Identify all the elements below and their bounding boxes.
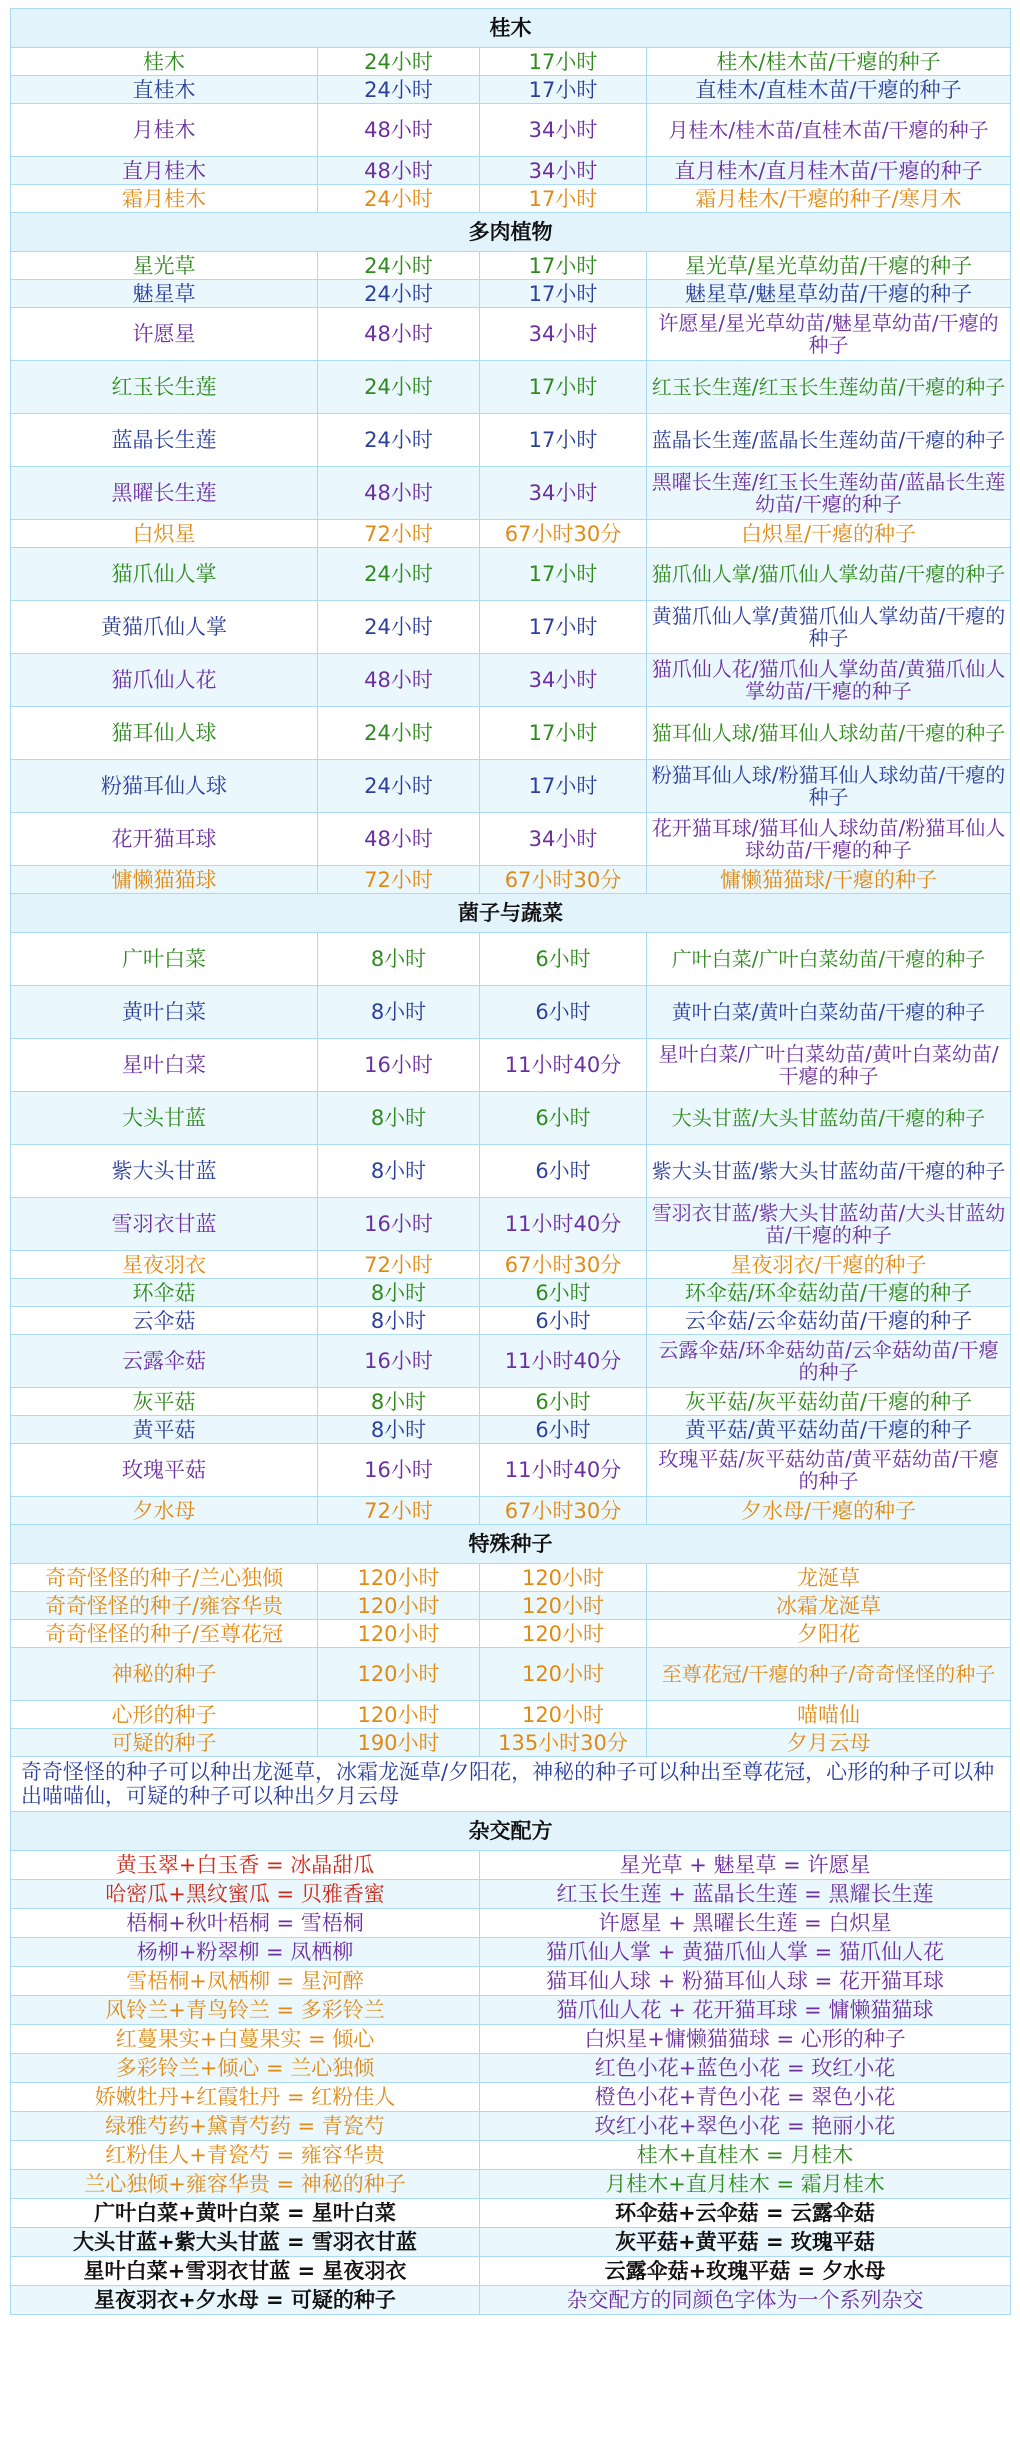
harvest-yield: 直月桂木/直月桂木苗/干瘪的种子 xyxy=(647,157,1011,185)
table-row xyxy=(11,361,1011,414)
recipe-right: 星光草 + 魅星草 = 许愿星 xyxy=(480,1851,1011,1880)
plant-name: 奇奇怪怪的种子/兰心独倾 xyxy=(11,1564,318,1592)
section-title: 特殊种子 xyxy=(11,1525,1011,1564)
plant-name: 霜月桂木 xyxy=(11,185,318,213)
recipe-left: 兰心独倾+雍容华贵 = 神秘的种子 xyxy=(11,2170,480,2199)
table-row xyxy=(11,280,1011,308)
fast-time: 17小时 xyxy=(480,280,647,308)
grow-time: 24小时 xyxy=(318,707,480,760)
fast-time: 120小时 xyxy=(480,1564,647,1592)
harvest-yield: 黄猫爪仙人掌/黄猫爪仙人掌幼苗/干瘪的种子 xyxy=(647,601,1011,654)
fast-time: 34小时 xyxy=(480,813,647,866)
fast-time: 120小时 xyxy=(480,1701,647,1729)
grow-time: 8小时 xyxy=(318,1307,480,1335)
table-row xyxy=(11,308,1011,361)
grow-time: 8小时 xyxy=(318,1092,480,1145)
plant-name: 广叶白菜 xyxy=(11,933,318,986)
grow-time: 24小时 xyxy=(318,548,480,601)
plant-name: 奇奇怪怪的种子/至尊花冠 xyxy=(11,1620,318,1648)
recipe-row xyxy=(11,2112,1011,2141)
recipe-right: 玫红小花+翠色小花 = 艳丽小花 xyxy=(480,2112,1011,2141)
recipe-left: 多彩铃兰+倾心 = 兰心独倾 xyxy=(11,2054,480,2083)
plant-name: 花开猫耳球 xyxy=(11,813,318,866)
fast-time: 17小时 xyxy=(480,185,647,213)
recipe-left: 黄玉翠+白玉香 = 冰晶甜瓜 xyxy=(11,1851,480,1880)
grow-time: 120小时 xyxy=(318,1592,480,1620)
recipe-left: 大头甘蓝+紫大头甘蓝 = 雪羽衣甘蓝 xyxy=(11,2228,480,2257)
fast-time: 11小时40分 xyxy=(480,1198,647,1251)
recipe-right: 猫爪仙人掌 + 黄猫爪仙人掌 = 猫爪仙人花 xyxy=(480,1938,1011,1967)
grow-time: 8小时 xyxy=(318,933,480,986)
plant-name: 奇奇怪怪的种子/雍容华贵 xyxy=(11,1592,318,1620)
plant-name: 环伞菇 xyxy=(11,1279,318,1307)
table-row xyxy=(11,157,1011,185)
recipe-row xyxy=(11,2257,1011,2286)
recipe-right: 白炽星+慵懒猫猫球 = 心形的种子 xyxy=(480,2025,1011,2054)
grow-time: 24小时 xyxy=(318,361,480,414)
fast-time: 17小时 xyxy=(480,252,647,280)
recipe-row xyxy=(11,2199,1011,2228)
recipe-row xyxy=(11,2170,1011,2199)
table-row xyxy=(11,1729,1011,1757)
section-title: 菌子与蔬菜 xyxy=(11,894,1011,933)
table-row xyxy=(11,1335,1011,1388)
recipe-left: 红粉佳人+青瓷芍 = 雍容华贵 xyxy=(11,2141,480,2170)
harvest-yield: 花开猫耳球/猫耳仙人球幼苗/粉猫耳仙人球幼苗/干瘪的种子 xyxy=(647,813,1011,866)
plant-name: 云露伞菇 xyxy=(11,1335,318,1388)
grow-time: 8小时 xyxy=(318,1145,480,1198)
grow-time: 48小时 xyxy=(318,308,480,361)
harvest-yield: 云露伞菇/环伞菇幼苗/云伞菇幼苗/干瘪的种子 xyxy=(647,1335,1011,1388)
harvest-yield: 月桂木/桂木苗/直桂木苗/干瘪的种子 xyxy=(647,104,1011,157)
plant-name: 直桂木 xyxy=(11,76,318,104)
plant-name: 黄叶白菜 xyxy=(11,986,318,1039)
grow-time: 72小时 xyxy=(318,1251,480,1279)
section-header xyxy=(11,1812,1011,1851)
plant-table xyxy=(10,8,1011,2315)
table-row xyxy=(11,1497,1011,1525)
fast-time: 17小时 xyxy=(480,414,647,467)
table-row xyxy=(11,1251,1011,1279)
grow-time: 8小时 xyxy=(318,986,480,1039)
fast-time: 6小时 xyxy=(480,933,647,986)
fast-time: 120小时 xyxy=(480,1648,647,1701)
harvest-yield: 星光草/星光草幼苗/干瘪的种子 xyxy=(647,252,1011,280)
harvest-yield: 白炽星/干瘪的种子 xyxy=(647,520,1011,548)
plant-name: 猫爪仙人掌 xyxy=(11,548,318,601)
plant-name: 桂木 xyxy=(11,48,318,76)
grow-time: 48小时 xyxy=(318,467,480,520)
recipe-left: 雪梧桐+凤栖柳 = 星河醉 xyxy=(11,1967,480,1996)
table-row xyxy=(11,1279,1011,1307)
recipe-left: 星叶白菜+雪羽衣甘蓝 = 星夜羽衣 xyxy=(11,2257,480,2286)
fast-time: 17小时 xyxy=(480,361,647,414)
harvest-yield: 星夜羽衣/干瘪的种子 xyxy=(647,1251,1011,1279)
plant-name: 星夜羽衣 xyxy=(11,1251,318,1279)
plant-name: 慵懒猫猫球 xyxy=(11,866,318,894)
recipe-right: 猫爪仙人花 + 花开猫耳球 = 慵懒猫猫球 xyxy=(480,1996,1011,2025)
grow-time: 72小时 xyxy=(318,1497,480,1525)
plant-name: 星叶白菜 xyxy=(11,1039,318,1092)
table-row xyxy=(11,1145,1011,1198)
table-row xyxy=(11,548,1011,601)
grow-time: 72小时 xyxy=(318,520,480,548)
harvest-yield: 红玉长生莲/红玉长生莲幼苗/干瘪的种子 xyxy=(647,361,1011,414)
grow-time: 120小时 xyxy=(318,1620,480,1648)
table-row xyxy=(11,48,1011,76)
plant-name: 许愿星 xyxy=(11,308,318,361)
note-row xyxy=(11,1757,1011,1812)
recipe-right: 月桂木+直月桂木 = 霜月桂木 xyxy=(480,2170,1011,2199)
table-row xyxy=(11,933,1011,986)
recipe-right: 猫耳仙人球 + 粉猫耳仙人球 = 花开猫耳球 xyxy=(480,1967,1011,1996)
plant-name: 猫爪仙人花 xyxy=(11,654,318,707)
grow-time: 120小时 xyxy=(318,1648,480,1701)
harvest-yield: 粉猫耳仙人球/粉猫耳仙人球幼苗/干瘪的种子 xyxy=(647,760,1011,813)
section-header xyxy=(11,213,1011,252)
fast-time: 17小时 xyxy=(480,48,647,76)
table-row xyxy=(11,1388,1011,1416)
fast-time: 6小时 xyxy=(480,1307,647,1335)
fast-time: 34小时 xyxy=(480,104,647,157)
plant-name: 心形的种子 xyxy=(11,1701,318,1729)
grow-time: 24小时 xyxy=(318,601,480,654)
fast-time: 34小时 xyxy=(480,467,647,520)
table-row xyxy=(11,185,1011,213)
harvest-yield: 冰霜龙涎草 xyxy=(647,1592,1011,1620)
recipe-right: 环伞菇+云伞菇 = 云露伞菇 xyxy=(480,2199,1011,2228)
plant-name: 粉猫耳仙人球 xyxy=(11,760,318,813)
table-row xyxy=(11,866,1011,894)
recipe-row xyxy=(11,1880,1011,1909)
harvest-yield: 喵喵仙 xyxy=(647,1701,1011,1729)
harvest-yield: 猫爪仙人花/猫爪仙人掌幼苗/黄猫爪仙人掌幼苗/干瘪的种子 xyxy=(647,654,1011,707)
harvest-yield: 黄叶白菜/黄叶白菜幼苗/干瘪的种子 xyxy=(647,986,1011,1039)
plant-name: 可疑的种子 xyxy=(11,1729,318,1757)
fast-time: 6小时 xyxy=(480,1092,647,1145)
fast-time: 34小时 xyxy=(480,654,647,707)
recipe-row xyxy=(11,2141,1011,2170)
recipe-left: 杨柳+粉翠柳 = 凤栖柳 xyxy=(11,1938,480,1967)
table-row xyxy=(11,654,1011,707)
fast-time: 6小时 xyxy=(480,1388,647,1416)
plant-name: 魅星草 xyxy=(11,280,318,308)
plant-name: 黄平菇 xyxy=(11,1416,318,1444)
grow-time: 24小时 xyxy=(318,76,480,104)
section-header xyxy=(11,1525,1011,1564)
recipe-row xyxy=(11,1851,1011,1880)
table-row xyxy=(11,76,1011,104)
plant-name: 蓝晶长生莲 xyxy=(11,414,318,467)
plant-name: 紫大头甘蓝 xyxy=(11,1145,318,1198)
table-row xyxy=(11,1416,1011,1444)
grow-time: 72小时 xyxy=(318,866,480,894)
plant-name: 星光草 xyxy=(11,252,318,280)
table-row xyxy=(11,252,1011,280)
harvest-yield: 广叶白菜/广叶白菜幼苗/干瘪的种子 xyxy=(647,933,1011,986)
section-title: 多肉植物 xyxy=(11,213,1011,252)
recipe-right: 云露伞菇+玫瑰平菇 = 夕水母 xyxy=(480,2257,1011,2286)
fast-time: 67小时30分 xyxy=(480,866,647,894)
grow-time: 190小时 xyxy=(318,1729,480,1757)
table-row xyxy=(11,520,1011,548)
plant-name: 白炽星 xyxy=(11,520,318,548)
recipe-left: 广叶白菜+黄叶白菜 = 星叶白菜 xyxy=(11,2199,480,2228)
plant-name: 红玉长生莲 xyxy=(11,361,318,414)
recipe-row xyxy=(11,1967,1011,1996)
plant-name: 夕水母 xyxy=(11,1497,318,1525)
plant-name: 月桂木 xyxy=(11,104,318,157)
section-title: 杂交配方 xyxy=(11,1812,1011,1851)
harvest-yield: 雪羽衣甘蓝/紫大头甘蓝幼苗/大头甘蓝幼苗/干瘪的种子 xyxy=(647,1198,1011,1251)
harvest-yield: 直桂木/直桂木苗/干瘪的种子 xyxy=(647,76,1011,104)
fast-time: 17小时 xyxy=(480,76,647,104)
recipe-row xyxy=(11,2054,1011,2083)
table-row xyxy=(11,1092,1011,1145)
section-note: 奇奇怪怪的种子可以种出龙涎草，冰霜龙涎草/夕阳花，神秘的种子可以种出至尊花冠，心形的种子可以种出喵喵仙，可疑的种子可以种出夕月云母 xyxy=(11,1757,1011,1812)
recipe-right: 桂木+直桂木 = 月桂木 xyxy=(480,2141,1011,2170)
grow-time: 16小时 xyxy=(318,1444,480,1497)
table-row xyxy=(11,1198,1011,1251)
recipe-right: 橙色小花+青色小花 = 翠色小花 xyxy=(480,2083,1011,2112)
fast-time: 11小时40分 xyxy=(480,1444,647,1497)
table-row xyxy=(11,707,1011,760)
table-row xyxy=(11,760,1011,813)
recipe-right: 杂交配方的同颜色字体为一个系列杂交 xyxy=(480,2286,1011,2315)
fast-time: 135小时30分 xyxy=(480,1729,647,1757)
harvest-yield: 猫爪仙人掌/猫爪仙人掌幼苗/干瘪的种子 xyxy=(647,548,1011,601)
grow-time: 48小时 xyxy=(318,104,480,157)
section-title: 桂木 xyxy=(11,9,1011,48)
table-row xyxy=(11,1592,1011,1620)
table-row xyxy=(11,1307,1011,1335)
recipe-left: 绿雅芍药+黛青芍药 = 青瓷芍 xyxy=(11,2112,480,2141)
harvest-yield: 夕阳花 xyxy=(647,1620,1011,1648)
plant-name: 黄猫爪仙人掌 xyxy=(11,601,318,654)
fast-time: 67小时30分 xyxy=(480,520,647,548)
harvest-yield: 环伞菇/环伞菇幼苗/干瘪的种子 xyxy=(647,1279,1011,1307)
fast-time: 67小时30分 xyxy=(480,1497,647,1525)
harvest-yield: 夕水母/干瘪的种子 xyxy=(647,1497,1011,1525)
grow-time: 16小时 xyxy=(318,1335,480,1388)
fast-time: 34小时 xyxy=(480,308,647,361)
section-header xyxy=(11,9,1011,48)
grow-time: 24小时 xyxy=(318,252,480,280)
fast-time: 17小时 xyxy=(480,601,647,654)
harvest-yield: 龙涎草 xyxy=(647,1564,1011,1592)
recipe-row xyxy=(11,1909,1011,1938)
fast-time: 17小时 xyxy=(480,760,647,813)
table-row xyxy=(11,601,1011,654)
recipe-row xyxy=(11,2025,1011,2054)
grow-time: 24小时 xyxy=(318,414,480,467)
harvest-yield: 黑曜长生莲/红玉长生莲幼苗/蓝晶长生莲幼苗/干瘪的种子 xyxy=(647,467,1011,520)
table-row xyxy=(11,104,1011,157)
recipe-left: 星夜羽衣+夕水母 = 可疑的种子 xyxy=(11,2286,480,2315)
grow-time: 24小时 xyxy=(318,280,480,308)
table-row xyxy=(11,467,1011,520)
plant-table-body xyxy=(11,9,1011,2315)
fast-time: 6小时 xyxy=(480,986,647,1039)
plant-name: 神秘的种子 xyxy=(11,1648,318,1701)
grow-time: 48小时 xyxy=(318,654,480,707)
recipe-right: 灰平菇+黄平菇 = 玫瑰平菇 xyxy=(480,2228,1011,2257)
plant-name: 大头甘蓝 xyxy=(11,1092,318,1145)
grow-time: 48小时 xyxy=(318,157,480,185)
grow-time: 120小时 xyxy=(318,1564,480,1592)
fast-time: 17小时 xyxy=(480,548,647,601)
grow-time: 8小时 xyxy=(318,1279,480,1307)
grow-time: 24小时 xyxy=(318,48,480,76)
table-row xyxy=(11,1648,1011,1701)
recipe-row xyxy=(11,2286,1011,2315)
fast-time: 17小时 xyxy=(480,707,647,760)
harvest-yield: 夕月云母 xyxy=(647,1729,1011,1757)
harvest-yield: 魅星草/魅星草幼苗/干瘪的种子 xyxy=(647,280,1011,308)
harvest-yield: 灰平菇/灰平菇幼苗/干瘪的种子 xyxy=(647,1388,1011,1416)
fast-time: 34小时 xyxy=(480,157,647,185)
table-row xyxy=(11,1564,1011,1592)
recipe-right: 红玉长生莲 + 蓝晶长生莲 = 黑耀长生莲 xyxy=(480,1880,1011,1909)
grow-time: 24小时 xyxy=(318,185,480,213)
grow-time: 8小时 xyxy=(318,1388,480,1416)
table-row xyxy=(11,813,1011,866)
harvest-yield: 玫瑰平菇/灰平菇幼苗/黄平菇幼苗/干瘪的种子 xyxy=(647,1444,1011,1497)
recipe-left: 娇嫩牡丹+红霞牡丹 = 红粉佳人 xyxy=(11,2083,480,2112)
harvest-yield: 桂木/桂木苗/干瘪的种子 xyxy=(647,48,1011,76)
grow-time: 16小时 xyxy=(318,1198,480,1251)
fast-time: 11小时40分 xyxy=(480,1335,647,1388)
harvest-yield: 蓝晶长生莲/蓝晶长生莲幼苗/干瘪的种子 xyxy=(647,414,1011,467)
harvest-yield: 猫耳仙人球/猫耳仙人球幼苗/干瘪的种子 xyxy=(647,707,1011,760)
fast-time: 6小时 xyxy=(480,1279,647,1307)
recipe-row xyxy=(11,1938,1011,1967)
table-row xyxy=(11,1444,1011,1497)
grow-time: 120小时 xyxy=(318,1701,480,1729)
grow-time: 24小时 xyxy=(318,760,480,813)
fast-time: 120小时 xyxy=(480,1620,647,1648)
recipe-row xyxy=(11,1996,1011,2025)
recipe-left: 风铃兰+青鸟铃兰 = 多彩铃兰 xyxy=(11,1996,480,2025)
harvest-yield: 许愿星/星光草幼苗/魅星草幼苗/干瘪的种子 xyxy=(647,308,1011,361)
harvest-yield: 黄平菇/黄平菇幼苗/干瘪的种子 xyxy=(647,1416,1011,1444)
table-row xyxy=(11,1039,1011,1092)
grow-time: 16小时 xyxy=(318,1039,480,1092)
grow-time: 8小时 xyxy=(318,1416,480,1444)
plant-name: 黑曜长生莲 xyxy=(11,467,318,520)
recipe-right: 许愿星 + 黑曜长生莲 = 白炽星 xyxy=(480,1909,1011,1938)
recipe-row xyxy=(11,2083,1011,2112)
recipe-left: 梧桐+秋叶梧桐 = 雪梧桐 xyxy=(11,1909,480,1938)
harvest-yield: 慵懒猫猫球/干瘪的种子 xyxy=(647,866,1011,894)
grow-time: 48小时 xyxy=(318,813,480,866)
plant-name: 灰平菇 xyxy=(11,1388,318,1416)
harvest-yield: 星叶白菜/广叶白菜幼苗/黄叶白菜幼苗/干瘪的种子 xyxy=(647,1039,1011,1092)
harvest-yield: 大头甘蓝/大头甘蓝幼苗/干瘪的种子 xyxy=(647,1092,1011,1145)
table-row xyxy=(11,1620,1011,1648)
recipe-row xyxy=(11,2228,1011,2257)
plant-name: 直月桂木 xyxy=(11,157,318,185)
fast-time: 120小时 xyxy=(480,1592,647,1620)
table-row xyxy=(11,986,1011,1039)
recipe-left: 红蔓果实+白蔓果实 = 倾心 xyxy=(11,2025,480,2054)
harvest-yield: 至尊花冠/干瘪的种子/奇奇怪怪的种子 xyxy=(647,1648,1011,1701)
table-row xyxy=(11,414,1011,467)
section-header xyxy=(11,894,1011,933)
plant-name: 玫瑰平菇 xyxy=(11,1444,318,1497)
table-row xyxy=(11,1701,1011,1729)
plant-name: 雪羽衣甘蓝 xyxy=(11,1198,318,1251)
fast-time: 6小时 xyxy=(480,1416,647,1444)
harvest-yield: 云伞菇/云伞菇幼苗/干瘪的种子 xyxy=(647,1307,1011,1335)
harvest-yield: 霜月桂木/干瘪的种子/寒月木 xyxy=(647,185,1011,213)
recipe-left: 哈密瓜+黑纹蜜瓜 = 贝雅香蜜 xyxy=(11,1880,480,1909)
fast-time: 67小时30分 xyxy=(480,1251,647,1279)
plant-name: 猫耳仙人球 xyxy=(11,707,318,760)
recipe-right: 红色小花+蓝色小花 = 玫红小花 xyxy=(480,2054,1011,2083)
harvest-yield: 紫大头甘蓝/紫大头甘蓝幼苗/干瘪的种子 xyxy=(647,1145,1011,1198)
fast-time: 11小时40分 xyxy=(480,1039,647,1092)
fast-time: 6小时 xyxy=(480,1145,647,1198)
plant-name: 云伞菇 xyxy=(11,1307,318,1335)
